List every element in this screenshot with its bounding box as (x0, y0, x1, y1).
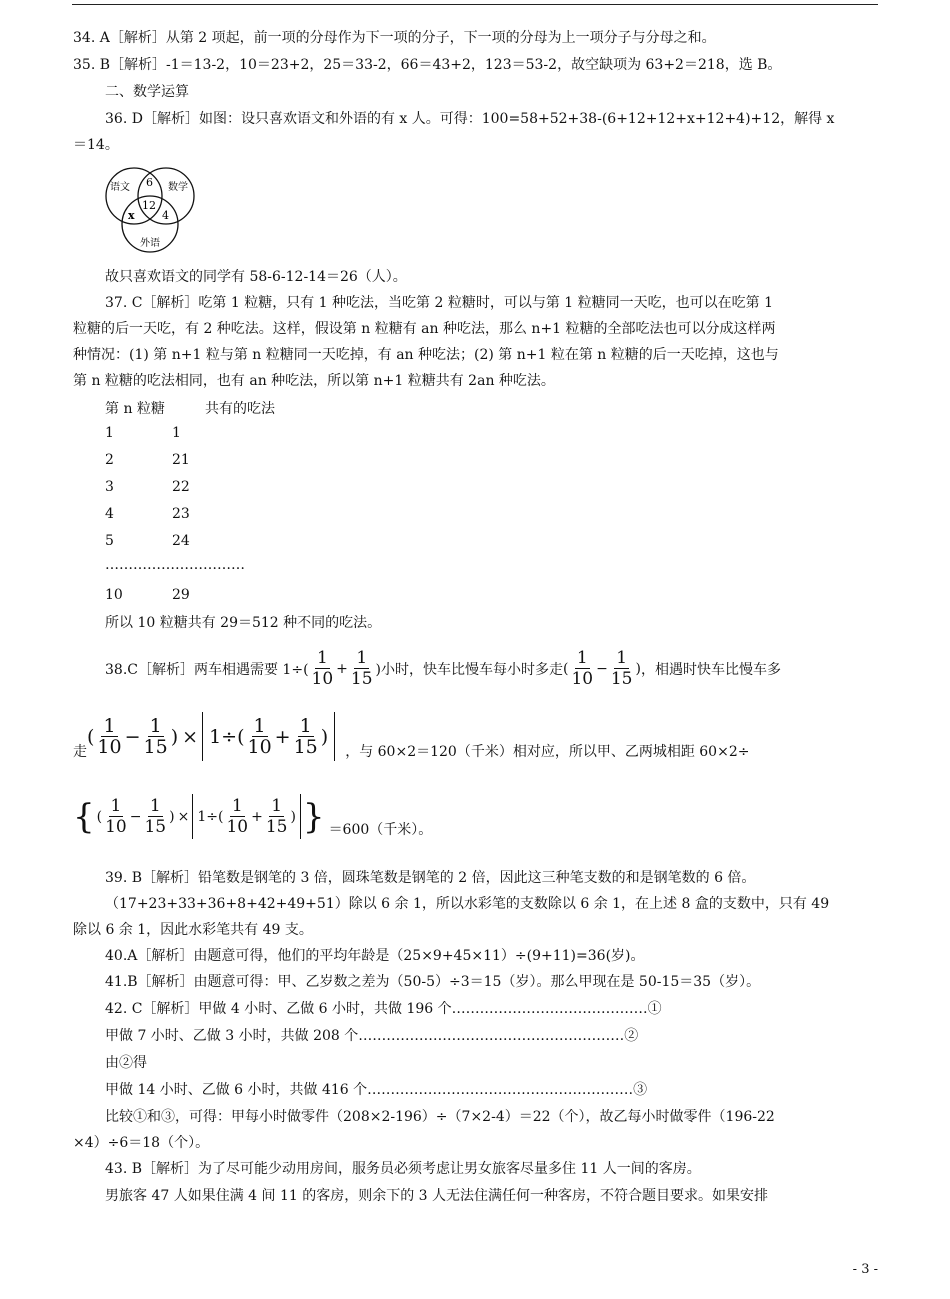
answer-38-line3: { ( $\frac{1}{10}$ − $\frac{1}{15}$ ) × 1÷( $\frac{1}{10}$ + $\frac{1}{15}$ ) } ＝600（千米）。 (73, 796, 433, 838)
answer-39-line2: （17+23+33+36+8+42+49+51）除以 6 余 1，所以水彩笔的支数除以 6 余 1，在上述 8 盒的支数中，只有 49 (105, 896, 830, 912)
answer-37-conclusion: 所以 10 粒糖共有 29＝512 种不同的吃法。 (105, 615, 382, 631)
page-number: - 3 - (852, 1262, 878, 1277)
table-header-n: 第 n 粒糖 (105, 401, 165, 417)
venn-label-chinese: 语文 (110, 182, 130, 193)
answer-41: 41.B［解析］由题意可得：甲、乙岁数之差为（50-5）÷3＝15（岁）。那么甲现在是 50-15＝35（岁）。 (105, 974, 761, 990)
square-bracket: 1÷( $\frac{1}{10}$ + $\frac{1}{15}$ ) (202, 712, 335, 761)
answer-43-line1: 43. B［解析］为了尽可能少动用房间，服务员必须考虑让男女旅客尽量多住 11 人一间的客房。 (105, 1161, 701, 1177)
fraction: $\frac{1}{10}$ (311, 648, 334, 689)
answer-38-line1: 38.C［解析］两车相遇需要 1÷( $\frac{1}{10}$ + $\frac{1}{15}$ )小时，快车比慢车每小时多走 ( $\frac{1}{10}$ − $\frac{1}{15}$ ) ，相遇时快车比慢车多 (105, 648, 781, 689)
table-row-n: 5 (105, 533, 114, 549)
table-row-n: 3 (105, 479, 114, 495)
answer-39-line3: 除以 6 余 1，因此水彩笔共有 49 支。 (73, 922, 313, 938)
curly-brace-right: } (302, 796, 325, 837)
venn-label-english: 外语 (140, 238, 160, 249)
q38-text-mid: )小时，快车比慢车每小时多走 (375, 661, 564, 678)
fraction: $\frac{1}{15}$ (265, 796, 288, 837)
answer-37-line3: 种情况：(1) 第 n+1 粒与第 n 粒糖同一天吃掉，有 an 种吃法；(2) 第 n+1 粒在第 n 粒糖的后一天吃掉，这也与 (73, 347, 779, 363)
fraction: $\frac{1}{15}$ (610, 648, 633, 689)
venn-diagram (100, 166, 200, 258)
answer-35: 35. B［解析］-1＝13-2，10＝23+2，25＝33-2，66＝43+2，123＝53-2，故空缺项为 63+2＝218，选 B。 (73, 57, 782, 73)
fraction: $\frac{1}{15}$ (143, 715, 168, 758)
table-row-ways: 23 (172, 506, 190, 522)
fraction: $\frac{1}{10}$ (247, 715, 272, 758)
q38-text-end: ，相遇时快车比慢车多 (640, 661, 781, 678)
table-ellipsis: ………………………… (105, 557, 245, 573)
section-heading: 二、数学运算 (105, 84, 189, 100)
fraction: $\frac{1}{10}$ (226, 796, 249, 837)
table-row-n: 2 (105, 452, 114, 468)
fraction: $\frac{1}{10}$ (105, 796, 127, 837)
answer-43-line2: 男旅客 47 人如果住满 4 间 11 的客房，则余下的 3 人无法住满任何一种客房，不符合题目要求。如果安排 (105, 1188, 769, 1204)
fraction: $\frac{1}{10}$ (571, 648, 594, 689)
fraction: $\frac{1}{15}$ (350, 648, 373, 689)
answer-36-conclusion: 故只喜欢语文的同学有 58-6-12-14＝26（人）。 (105, 269, 407, 285)
venn-label-math: 数学 (168, 182, 188, 193)
answer-42-line3: 由②得 (105, 1055, 147, 1071)
answer-37-line4: 第 n 粒糖的吃法相同，也有 an 种吃法，所以第 n+1 粒糖共有 2an 种吃法。 (73, 373, 555, 389)
table-row-ways: 29 (172, 587, 190, 603)
fraction: $\frac{1}{15}$ (144, 796, 167, 837)
answer-42-line1: 42. C［解析］甲做 4 小时、乙做 6 小时，共做 196 个……………………………………① (105, 1001, 662, 1017)
answer-40: 40.A［解析］由题意可得，他们的平均年龄是（25×9+45×11）÷(9+11)=36(岁)。 (105, 948, 645, 964)
table-row-n: 4 (105, 506, 114, 522)
answer-42-line4: 甲做 14 小时、乙做 6 小时，共做 416 个…………………………………………………③ (105, 1082, 648, 1098)
table-row-n: 1 (105, 425, 114, 441)
answer-42-line5: 比较①和③，可得：甲每小时做零件（208×2-196）÷（7×2-4）＝22（个），故乙每小时做零件（196-22 (105, 1109, 775, 1125)
q38-result: ＝600（千米）。 (328, 822, 433, 838)
table-row-ways: 1 (172, 425, 181, 441)
answer-42-line2: 甲做 7 小时、乙做 3 小时，共做 208 个…………………………………………………② (105, 1028, 639, 1044)
table-row-ways: 24 (172, 533, 190, 549)
answer-36-line2: ＝14。 (73, 137, 119, 153)
answer-36-line1: 36. D［解析］如图：设只喜欢语文和外语的有 x 人。可得：100=58+52+38-(6+12+12+x+12+4)+12，解得 x (105, 111, 835, 127)
curly-brace-left: { (73, 796, 95, 837)
venn-value-chinese-math: 6 (146, 176, 153, 189)
table-row-ways: 21 (172, 452, 190, 468)
answer-37-line2: 粒糖的后一天吃，有 2 种吃法。这样，假设第 n 粒糖有 an 种吃法，那么 n+1 粒糖的全部吃法也可以分成这样两 (73, 321, 776, 337)
table-row-ways: 22 (172, 479, 190, 495)
answer-39-line1: 39. B［解析］铅笔数是钢笔的 3 倍，圆珠笔数是钢笔的 2 倍，因此这三种笔支数的和是钢笔数的 6 倍。 (105, 870, 756, 886)
answer-42-line6: ×4）÷6＝18（个）。 (73, 1135, 210, 1151)
q38-text-zou: 走 (73, 744, 87, 760)
answer-38-line2: 走 ( $\frac{1}{10}$ − $\frac{1}{15}$ ) × 1÷( $\frac{1}{10}$ + $\frac{1}{15}$ ) ，与 60×2＝120（千米）相对应，所以甲、乙两城相距 60×2÷ (73, 712, 749, 761)
q38-text-line2-end: ，与 60×2＝120（千米）相对应，所以甲、乙两城相距 60×2÷ (345, 744, 750, 760)
table-row-n: 10 (105, 587, 123, 603)
header-rule (72, 4, 878, 5)
venn-value-math-english: 4 (162, 209, 169, 222)
square-bracket: 1÷( $\frac{1}{10}$ + $\frac{1}{15}$ ) (192, 794, 301, 839)
q38-text-start: 38.C［解析］两车相遇需要 1÷( (105, 661, 309, 678)
answer-34: 34. A［解析］从第 2 项起，前一项的分母作为下一项的分子，下一项的分母为上一项分子与分母之和。 (73, 30, 716, 46)
venn-value-chinese-english: x (128, 209, 135, 222)
table-header-ways: 共有的吃法 (205, 401, 275, 417)
answer-37-line1: 37. C［解析］吃第 1 粒糖，只有 1 种吃法，当吃第 2 粒糖时，可以与第 1 粒糖同一天吃，也可以在吃第 1 (105, 295, 774, 311)
venn-value-center: 12 (142, 199, 156, 212)
fraction: $\frac{1}{15}$ (293, 715, 318, 758)
fraction: $\frac{1}{10}$ (97, 715, 122, 758)
